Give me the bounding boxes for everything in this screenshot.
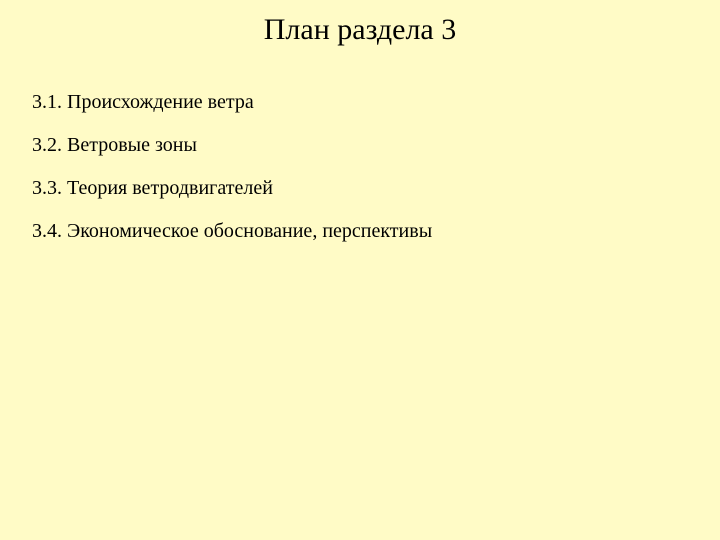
section-plan-list xyxy=(32,88,432,260)
list-item: 3.1. Происхождение ветра xyxy=(32,91,254,113)
slide-title: План раздела 3 xyxy=(263,13,457,46)
list-item: 3.3. Теория ветродвигателей xyxy=(32,177,273,199)
list-item: 3.4. Экономическое обоснование, перспективы xyxy=(32,220,433,242)
list-item: 3.2. Ветровые зоны xyxy=(32,134,197,156)
